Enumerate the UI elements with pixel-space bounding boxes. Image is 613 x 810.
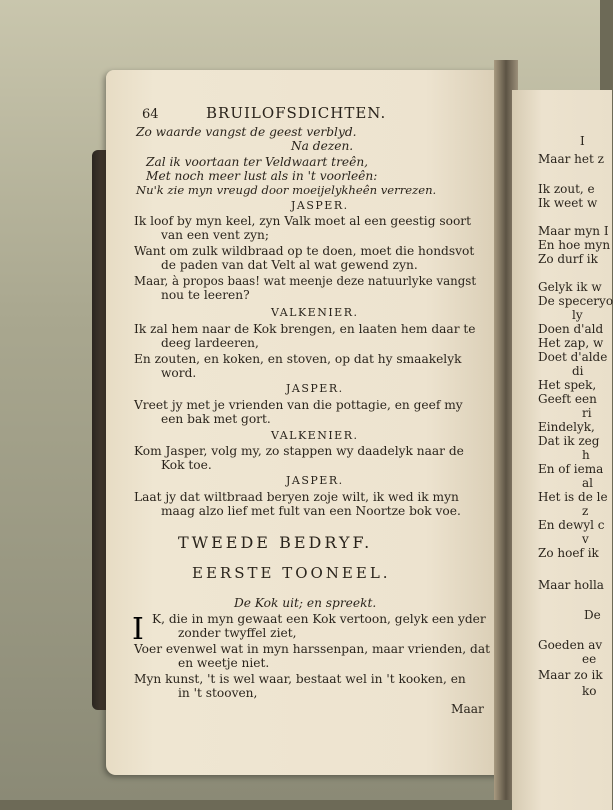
act-heading: TWEEDE BEDRYF. bbox=[178, 533, 373, 552]
text-line: Kom Jasper, volg my, zo stappen wy daadelyk naar de bbox=[134, 444, 464, 458]
text-fragment: En dewyl c bbox=[538, 518, 605, 532]
text-fragment: Eindelyk, bbox=[538, 420, 595, 434]
text-fragment: Gelyk ik w bbox=[538, 280, 602, 294]
catchword: Maar bbox=[451, 702, 484, 716]
speaker-name: JASPER. bbox=[286, 474, 344, 487]
text-line: Vreet jy met je vrienden van die pottagie, en geef my bbox=[134, 398, 463, 412]
text-line: En zouten, en koken, en stoven, op dat hy smaakelyk bbox=[134, 352, 462, 366]
text-line: deeg lardeeren, bbox=[161, 336, 259, 350]
text-fragment: En of iema bbox=[538, 462, 604, 476]
text-line: Myn kunst, 't is wel waar, bestaat wel in 't kooken, en bbox=[134, 672, 466, 686]
text-line: Voer evenwel wat in myn harssenpan, maar vrienden, dat bbox=[134, 642, 490, 656]
text-line: Ik zal hem naar de Kok brengen, en laaten hem daar te bbox=[134, 322, 476, 336]
text-fragment: Dat ik zeg bbox=[538, 434, 600, 448]
text-fragment: Geeft een bbox=[538, 392, 597, 406]
text-fragment: ko bbox=[582, 684, 597, 698]
text-fragment: Maar myn I bbox=[538, 224, 609, 238]
speaker-name: JASPER. bbox=[286, 382, 344, 395]
text-fragment: Maar zo ik bbox=[538, 668, 603, 682]
verse-line: Zal ik voortaan ter Veldwaart treên, bbox=[146, 155, 369, 169]
verse-line: Met noch meer lust als in 't voorleên: bbox=[146, 169, 378, 183]
speaker-name: VALKENIER. bbox=[271, 306, 359, 319]
text-fragment: Het spek, bbox=[538, 378, 597, 392]
text-fragment: z bbox=[582, 504, 589, 518]
text-fragment: ri bbox=[582, 406, 592, 420]
verse-line: Na dezen. bbox=[291, 139, 354, 153]
text-fragment: ee bbox=[582, 652, 597, 666]
text-line: en weetje niet. bbox=[178, 656, 270, 670]
text-fragment: De bbox=[584, 608, 601, 622]
scene-heading: EERSTE TOONEEL. bbox=[192, 564, 391, 582]
speaker-name: VALKENIER. bbox=[271, 429, 359, 442]
text-line: word. bbox=[161, 366, 197, 380]
text-line: Maar, à propos baas! wat meenje deze natuurlyke vangst bbox=[134, 274, 477, 288]
text-line: Ik loof by myn keel, zyn Valk moet al een geestig soort bbox=[134, 214, 472, 228]
text-fragment: Doen d'ald bbox=[538, 322, 604, 336]
stage-direction: De Kok uit; en spreekt. bbox=[234, 596, 377, 610]
text-fragment: Maar holla bbox=[538, 578, 604, 592]
verse-line: Zo waarde vangst de geest verblyd. bbox=[136, 125, 357, 139]
text-fragment: Het is de le bbox=[538, 490, 608, 504]
left-page bbox=[106, 70, 506, 775]
text-fragment: Maar het z bbox=[538, 152, 604, 166]
text-fragment: I bbox=[580, 134, 585, 148]
text-fragment: Doet d'alde bbox=[538, 350, 608, 364]
drop-cap: I bbox=[132, 612, 144, 647]
text-line: Want om zulk wildbraad op te doen, moet die hondsvot bbox=[134, 244, 475, 258]
text-line: maag alzo lief met fult van een Noortze bok voe. bbox=[161, 504, 461, 518]
text-fragment: Ik weet w bbox=[538, 196, 598, 210]
speaker-name: JASPER. bbox=[291, 199, 349, 212]
text-fragment: Het zap, w bbox=[538, 336, 604, 350]
verse-line: Nu'k zie myn vreugd door moeijelykheên verrezen. bbox=[136, 183, 437, 197]
text-fragment: Zo durf ik bbox=[538, 252, 598, 266]
text-fragment: En hoe myn bbox=[538, 238, 611, 252]
right-page bbox=[512, 90, 612, 810]
text-fragment: Goeden av bbox=[538, 638, 603, 652]
text-line: zonder twyffel ziet, bbox=[178, 626, 297, 640]
running-head: BRUILOFSDICHTEN. bbox=[206, 104, 387, 122]
text-fragment: ly bbox=[572, 308, 583, 322]
text-fragment: h bbox=[582, 448, 590, 462]
text-fragment: di bbox=[572, 364, 584, 378]
text-line: nou te leeren? bbox=[161, 288, 250, 302]
text-line: in 't stooven, bbox=[178, 686, 258, 700]
text-line: K, die in myn gewaat een Kok vertoon, gelyk een yder bbox=[152, 612, 486, 626]
text-fragment: De speceryo bbox=[538, 294, 613, 308]
text-line: de paden van dat Velt al wat gewend zyn. bbox=[161, 258, 418, 272]
text-line: Laat jy dat wiltbraad beryen zoje wilt, ik wed ik myn bbox=[134, 490, 459, 504]
text-line: van een vent zyn; bbox=[161, 228, 270, 242]
text-fragment: v bbox=[582, 532, 589, 546]
page-number: 64 bbox=[142, 107, 159, 122]
text-fragment: Zo hoef ik bbox=[538, 546, 599, 560]
text-fragment: Ik zout, e bbox=[538, 182, 595, 196]
text-line: een bak met gort. bbox=[161, 412, 271, 426]
text-line: Kok toe. bbox=[161, 458, 212, 472]
text-fragment: al bbox=[582, 476, 593, 490]
